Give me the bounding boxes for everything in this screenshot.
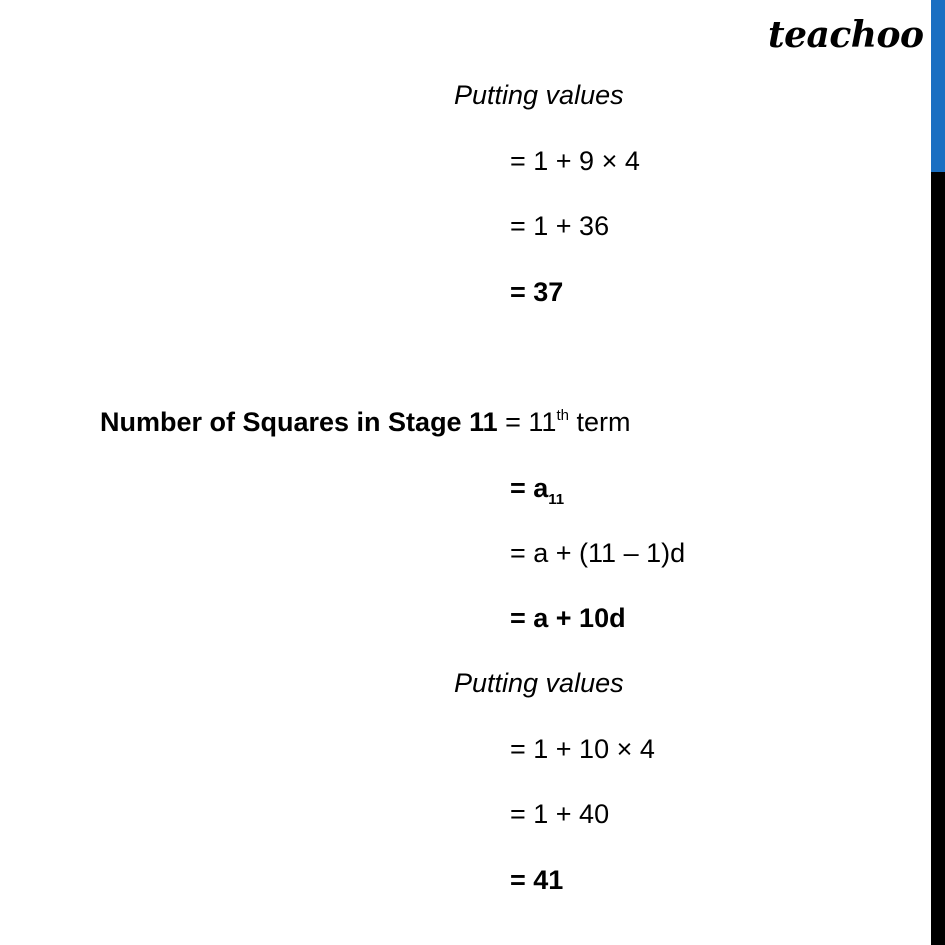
stage-11-heading: Number of Squares in Stage 11 [100, 407, 498, 437]
simplified-line: = a + 10d [510, 603, 626, 633]
teachoo-logo: teachoo [768, 14, 924, 56]
calc-step-2: = 1 + 36 [510, 211, 610, 241]
calc-step-1: = 1 + 9 × 4 [510, 146, 640, 176]
a11-prefix: = a [510, 473, 549, 503]
calc-step-3: = 1 + 10 × 4 [510, 734, 655, 764]
calc-result-2: = 41 [510, 865, 564, 895]
sidebar-accent-bar [931, 0, 945, 172]
calc-step-4: = 1 + 40 [510, 799, 610, 829]
a11-line [510, 472, 564, 509]
formula-line: = a + (11 – 1)d [510, 538, 686, 568]
a11-subscript: 11 [548, 491, 565, 508]
stage-11-equation [100, 406, 630, 443]
eq-superscript: th [556, 407, 569, 424]
putting-values-label-2: Putting values [454, 668, 624, 698]
eq-prefix: = 11 [497, 407, 557, 437]
putting-values-label-1: Putting values [454, 80, 624, 110]
calc-result-1: = 37 [510, 277, 564, 307]
eq-suffix: term [568, 407, 631, 437]
